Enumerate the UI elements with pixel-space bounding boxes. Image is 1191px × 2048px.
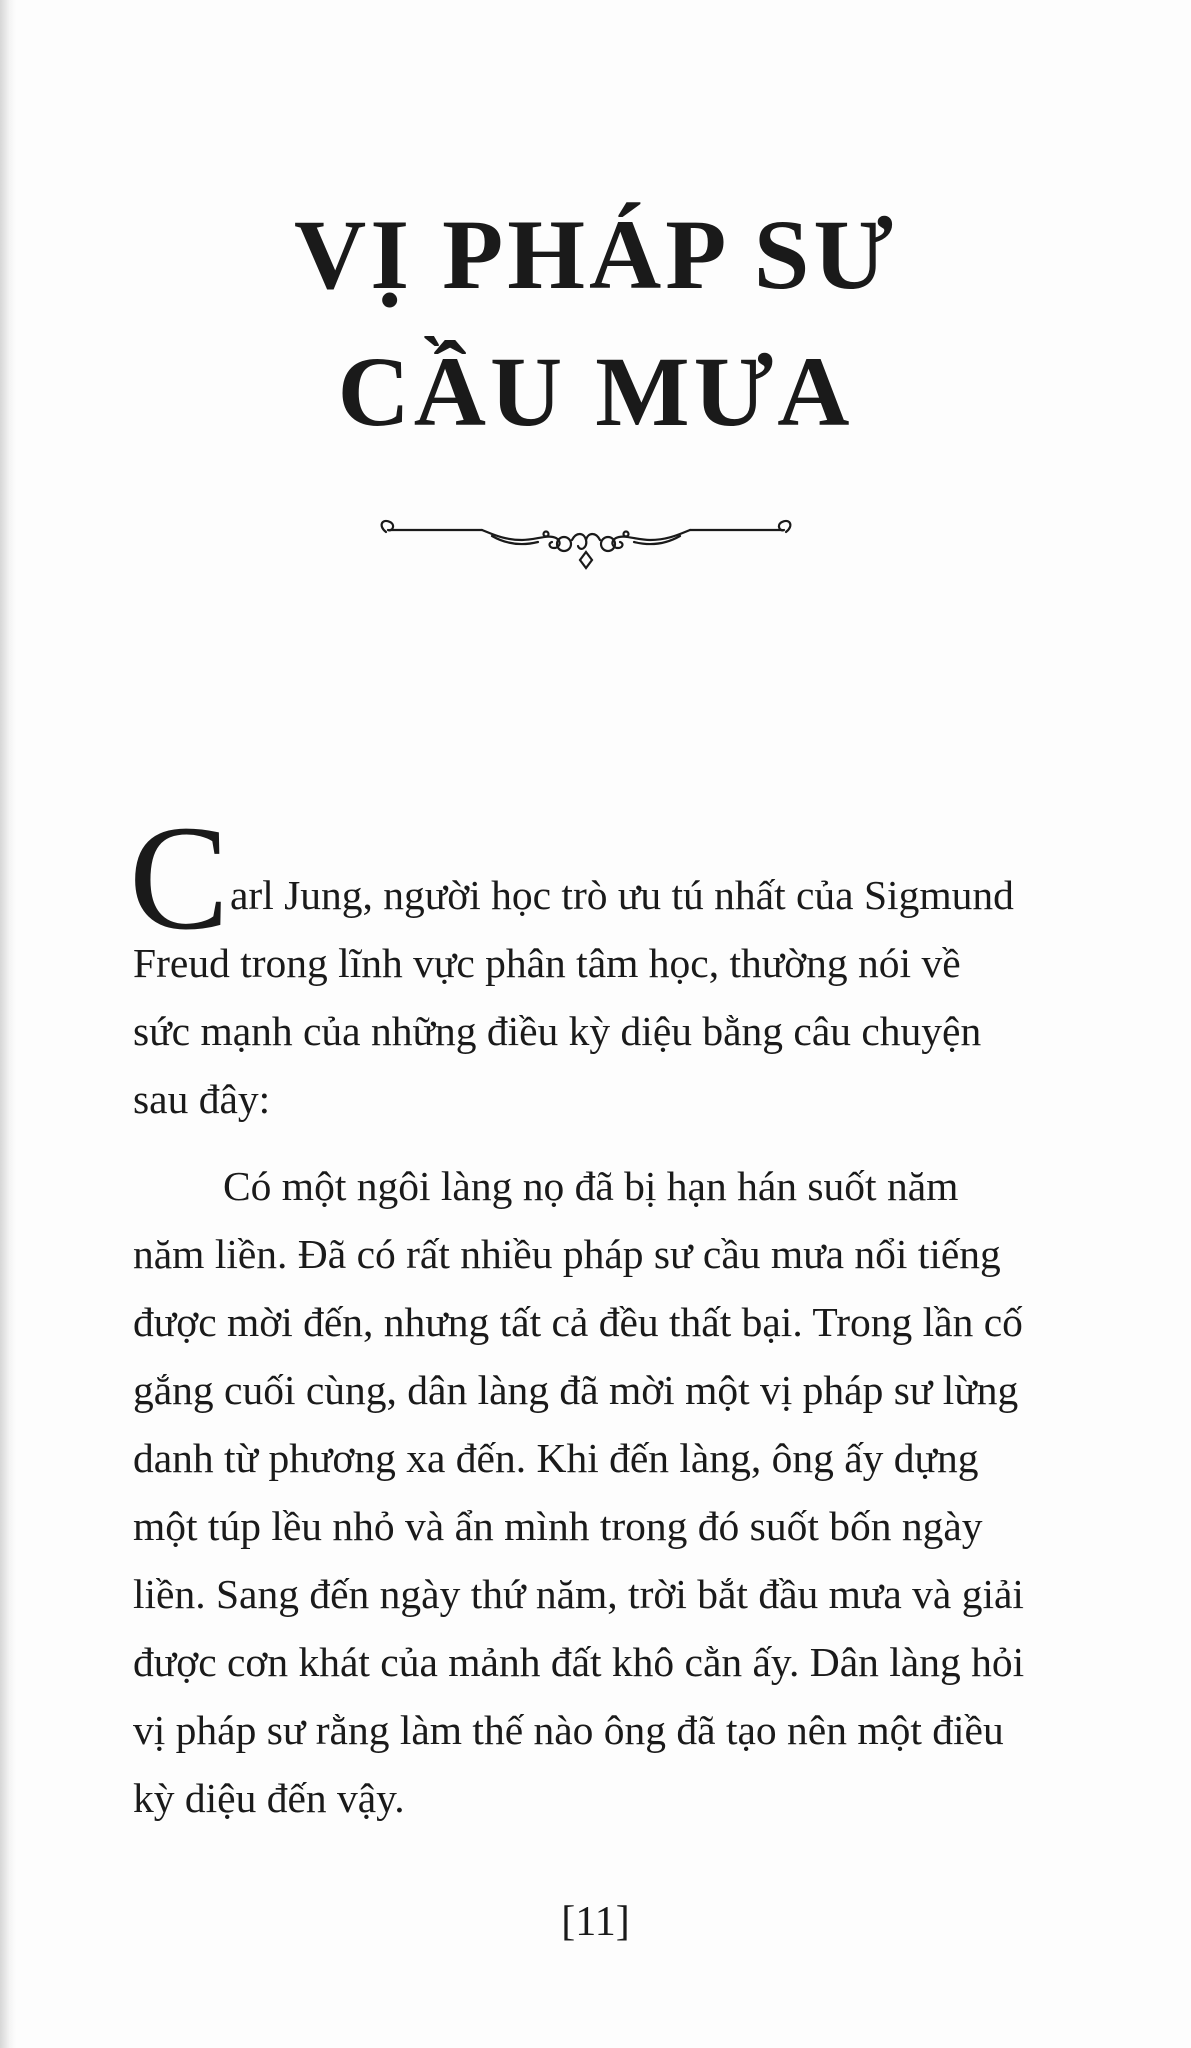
paragraph-2-line: kỳ diệu đến vậy. bbox=[133, 1775, 405, 1821]
paragraph-2-line: một túp lều nhỏ và ẩn mình trong đó suốt bốn ngày bbox=[133, 1503, 983, 1549]
paragraph-2-line: được mời đến, nhưng tất cả đều thất bại. Trong lần cố bbox=[133, 1299, 1023, 1345]
paragraph-1 bbox=[129, 795, 1058, 1133]
paragraph-2-line: năm liền. Đã có rất nhiều pháp sư cầu mưa nổi tiếng bbox=[133, 1231, 1001, 1277]
paragraph-1-line: sau đây: bbox=[133, 1076, 271, 1122]
chapter-title-line-2: CẦU MƯA bbox=[337, 336, 854, 447]
paragraph-1-line-text: arl Jung, người học trò ưu tú nhất của Sigmund bbox=[230, 872, 1014, 918]
paragraph-1-line: sức mạnh của những điều kỳ diệu bằng câu chuyện bbox=[133, 1008, 982, 1054]
paragraph-2-line: gắng cuối cùng, dân làng đã mời một vị pháp sư lừng bbox=[133, 1367, 1019, 1413]
paragraph-2-line: được cơn khát của mảnh đất khô cằn ấy. Dân làng hỏi bbox=[133, 1639, 1025, 1685]
paragraph-2 bbox=[133, 1152, 1058, 1832]
paragraph-2-line: vị pháp sư rằng làm thế nào ông đã tạo nên một điều bbox=[133, 1707, 1004, 1753]
ornament-divider-icon bbox=[372, 518, 800, 578]
paragraph-1-line: Freud trong lĩnh vực phân tâm học, thường nói về bbox=[133, 940, 961, 986]
drop-cap: C bbox=[129, 795, 230, 961]
chapter-title-line-1: VỊ PHÁP SƯ bbox=[294, 199, 897, 310]
paragraph-2-line: danh từ phương xa đến. Khi đến làng, ông ấy dựng bbox=[133, 1435, 979, 1481]
paragraph-1-line bbox=[129, 795, 1058, 961]
page-number: [11] bbox=[561, 1899, 630, 1945]
page-edge-shadow bbox=[0, 0, 16, 2048]
paragraph-2-line: liền. Sang đến ngày thứ năm, trời bắt đầu mưa và giải bbox=[133, 1571, 1024, 1617]
paragraph-2-line: Có một ngôi làng nọ đã bị hạn hán suốt năm bbox=[223, 1163, 959, 1209]
